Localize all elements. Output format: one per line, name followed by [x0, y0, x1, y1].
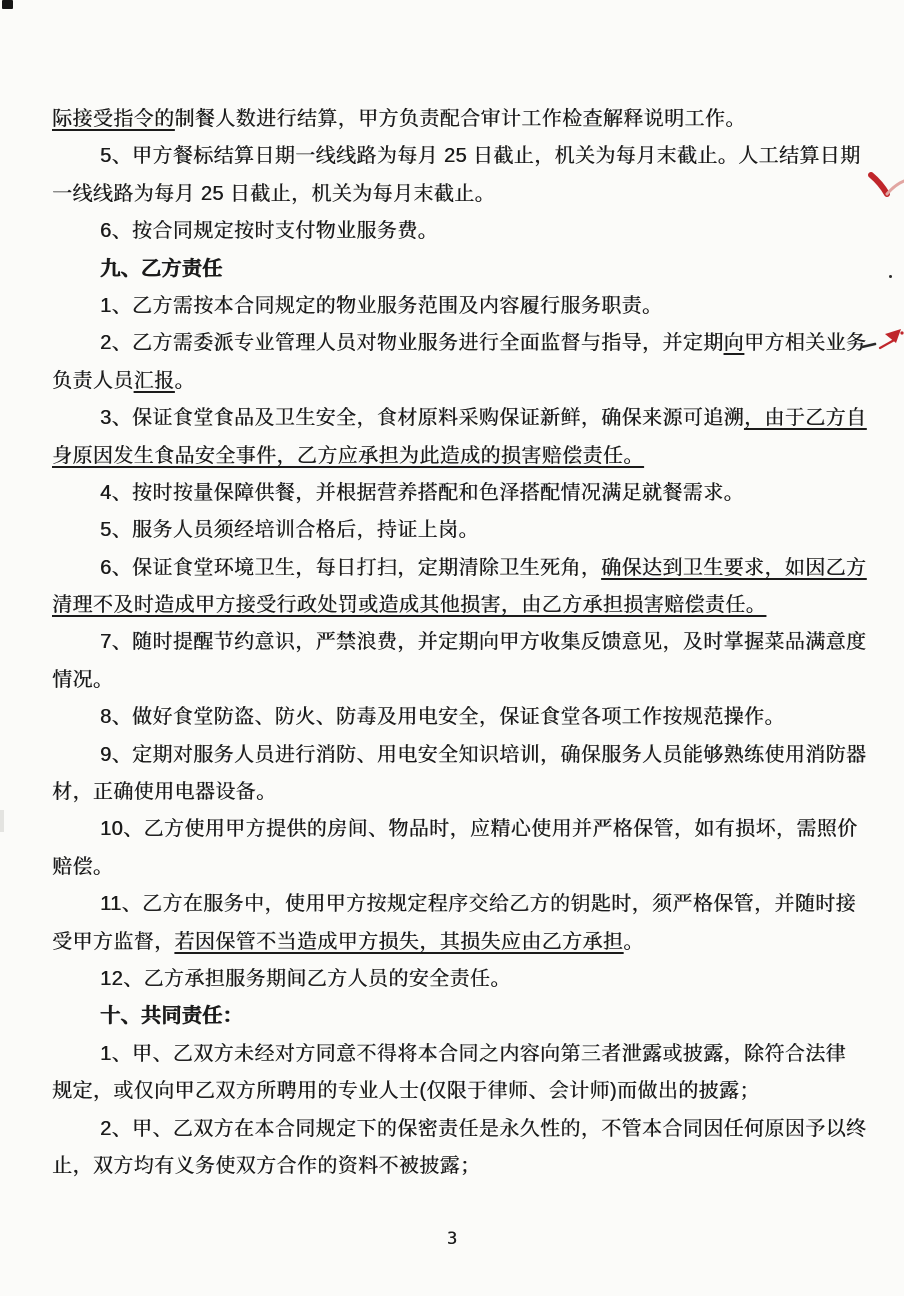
doc-line	[52, 961, 884, 998]
doc-line	[52, 475, 884, 512]
doc-line	[52, 699, 884, 736]
scan-edge-artifact	[0, 810, 4, 832]
text-segment: 1、甲、乙双方未经对方同意不得将本合同之内容向第三者泄露或披露，除符合法律	[100, 1042, 846, 1065]
doc-line	[52, 811, 884, 848]
text-segment: 7、随时提醒节约意识，严禁浪费，并定期向甲方收集反馈意见，及时掌握菜品满意度	[100, 631, 867, 654]
text-segment: 1、乙方需按本合同规定的物业服务范围及内容履行服务职责。	[100, 294, 663, 317]
underlined-text: 汇报	[133, 369, 175, 392]
doc-line	[52, 1036, 884, 1073]
text-segment: 。	[623, 930, 644, 953]
text-segment: 2、甲、乙双方在本合同规定下的保密责任是永久性的，不管本合同因任何原因予以终	[100, 1117, 867, 1140]
doc-line	[52, 550, 884, 587]
doc-line	[52, 288, 884, 325]
scan-corner-artifact-icon	[2, 0, 13, 9]
text-segment: 止，双方均有义务使双方合作的资料不被披露；	[52, 1154, 481, 1177]
heading-text: 十、共同责任：	[100, 1005, 243, 1028]
text-segment: 6、按合同规定按时支付物业服务费。	[100, 220, 438, 243]
doc-line	[52, 774, 884, 811]
page-number: 3	[446, 1229, 458, 1249]
doc-line	[52, 325, 884, 362]
text-segment: 11、乙方在服务中，使用甲方按规定程序交给乙方的钥匙时，须严格保管，并随时接	[100, 893, 856, 916]
text-segment: 5、甲方餐标结算日期一线线路为每月 25 日截止，机关为每月末截止。人工结算日期	[100, 145, 861, 168]
doc-line	[52, 512, 884, 549]
text-segment: 10、乙方使用甲方提供的房间、物品时，应精心使用并严格保管，如有损坏，需照价	[100, 818, 858, 841]
text-segment: 一线线路为每月 25 日截止，机关为每月末截止。	[52, 182, 495, 205]
doc-line	[52, 400, 884, 437]
doc-line	[52, 438, 884, 475]
text-segment: 甲方相关业务	[743, 332, 867, 355]
section-heading-9	[52, 251, 884, 288]
doc-line	[52, 624, 884, 661]
underlined-text: 确保达到卫生要求，如因乙方	[601, 556, 867, 579]
ink-dot	[889, 275, 892, 278]
red-pen-arrow-icon	[858, 324, 904, 354]
doc-line	[52, 924, 884, 961]
doc-line	[52, 138, 884, 175]
doc-line	[52, 1111, 884, 1148]
text-segment: 8、做好食堂防盗、防火、防毒及用电安全，保证食堂各项工作按规范操作。	[100, 706, 785, 729]
text-segment: 制餐人数进行结算，甲方负责配合审计工作检查解释说明工作。	[174, 108, 746, 130]
underlined-text: 清理不及时造成甲方接受行政处罚或造成其他损害，由乙方承担损害赔偿责任。	[52, 594, 766, 617]
doc-line	[52, 587, 884, 624]
text-segment: 规定，或仅向甲乙双方所聘用的专业人士(仅限于律师、会计师)而做出的披露；	[52, 1080, 760, 1103]
underlined-text: 身原因发生食品安全事件，乙方应承担为此造成的损害赔偿责任。	[52, 444, 644, 467]
underlined-text: 际接受指令的	[52, 108, 175, 130]
text-segment: 赔偿。	[52, 855, 114, 878]
text-segment: 5、服务人员须经培训合格后，持证上岗。	[100, 519, 479, 542]
text-segment: 6、保证食堂环境卫生，每日打扫，定期清除卫生死角，	[100, 556, 602, 579]
text-segment: 9、定期对服务人员进行消防、用电安全知识培训，确保服务人员能够熟练使用消防器	[100, 743, 867, 766]
doc-line	[52, 101, 884, 138]
section-heading-10	[52, 998, 884, 1035]
red-pen-checkmark-icon	[850, 158, 904, 204]
underlined-text: 若因保管不当造成甲方损失，其损失应由乙方承担	[174, 930, 624, 953]
text-segment: 情况。	[52, 668, 114, 691]
doc-line	[52, 363, 884, 400]
doc-line	[52, 886, 884, 923]
doc-line	[52, 662, 884, 699]
text-segment: 材，正确使用电器设备。	[52, 781, 277, 804]
text-segment: 受甲方监督，	[52, 930, 175, 953]
text-segment: 12、乙方承担服务期间乙方人员的安全责任。	[100, 967, 511, 990]
contract-body	[52, 101, 884, 1185]
heading-text: 九、乙方责任	[100, 257, 223, 280]
doc-line	[52, 1073, 884, 1110]
underlined-text: ，由于乙方自	[743, 407, 867, 430]
text-segment: 负责人员	[52, 369, 134, 392]
text-segment: 。	[174, 369, 195, 392]
doc-line	[52, 737, 884, 774]
doc-line	[52, 176, 884, 213]
doc-line	[52, 1148, 884, 1185]
doc-line	[52, 849, 884, 886]
text-segment: 3、保证食堂食品及卫生安全，食材原料采购保证新鲜，确保来源可追溯	[100, 407, 744, 430]
doc-line	[52, 213, 884, 250]
text-segment: 4、按时按量保障供餐，并根据营养搭配和色泽搭配情况满足就餐需求。	[100, 481, 744, 504]
underlined-text: 向	[723, 332, 744, 355]
text-segment: 2、乙方需委派专业管理人员对物业服务进行全面监督与指导，并定期	[100, 332, 724, 355]
